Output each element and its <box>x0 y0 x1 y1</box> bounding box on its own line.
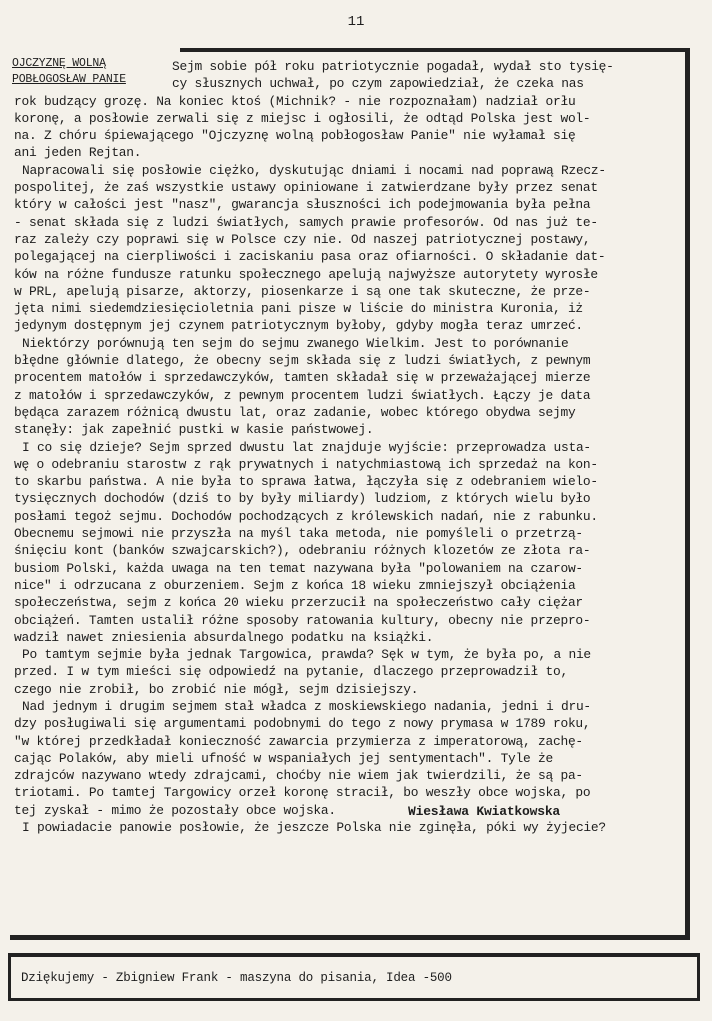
text-line: na. Z chóru śpiewającego "Ojczyznę wolną pobłogosław Panie" nie wyłamał się <box>14 128 576 144</box>
text-line: stanęły: jak zapełnić pustki w kasie państwowej. <box>14 422 374 438</box>
text-line: Po tamtym sejmie była jednak Targowica, prawda? Sęk w tym, że była po, a nie <box>22 647 591 663</box>
text-line: zdrajców nazywano wtedy zdrajcami, choćby nie wiem jak twierdzili, że są pa- <box>14 768 583 784</box>
text-line: - senat składa się z ludzi światłych, samych prawie profesorów. Od nas już te- <box>14 214 598 230</box>
text-line: będąca zarazem różnicą dwustu lat, oraz zadanie, wobec którego obydwa sejmy <box>14 404 576 420</box>
text-line: Obecnemu sejmowi nie przyszła na myśl taka metoda, nie pomyśleli o przetrzą- <box>14 526 583 542</box>
text-line: triotami. Po tamtej Targowicy orzeł koronę stracił, bo weszły obce wojska, po <box>14 785 591 801</box>
page-number: 11 <box>347 14 365 30</box>
text-line: Nad jednym i drugim sejmem stał władca z moskiewskiego nadania, jedni i dru- <box>22 698 591 714</box>
text-line: jedynym dostępnym jej czynem patriotycznym byłoby, gdyby mogła teraz umrzeć. <box>14 318 583 334</box>
paragraph <box>14 646 684 698</box>
text-line: raz zależy czy poprawi się w Polsce czy nie. Od naszej patriotycznej postawy, <box>14 231 591 247</box>
heading-line-2: POBŁOGOSŁAW PANIE <box>12 73 126 86</box>
text-line: cy słusznych uchwał, po czym zapowiedział, że czeka nas <box>172 76 584 92</box>
paragraph <box>14 819 684 836</box>
text-line: I co się dzieje? Sejm sprzed dwustu lat znajduje wyjście: przeprowadza usta- <box>22 439 591 455</box>
text-line: Sejm sobie pół roku patriotycznie pogadał, wydał sto tysię- <box>172 59 614 74</box>
text-line: procentem matołów i sprzedawczyków, tamten składał się w przeważającej mierze <box>14 370 591 386</box>
text-line: obciążeń. Tamten ustalił różne sposoby ratowania kultury, obecny nie przepro- <box>14 612 591 628</box>
text-line: wadził nawet zniesienia absurdalnego podatku na książki. <box>14 629 434 645</box>
text-line: rok budzący grozę. Na koniec ktoś (Michnik? - nie rozpoznałam) nadział orłu <box>14 93 576 109</box>
text-line: "w której przedkładał konieczność zawarcia przymierza z imperatorową, zachę- <box>14 733 583 749</box>
paragraph <box>14 58 684 162</box>
text-line: I powiadacie panowie posłowie, że jeszcze Polska nie zginęła, póki wy żyjecie? <box>22 820 606 836</box>
paragraph <box>14 698 684 819</box>
paragraph <box>14 439 684 647</box>
paragraph <box>14 162 684 335</box>
text-line: to skarbu państwa. A nie była to sprawa łatwa, łączyła się z odebraniem wielo- <box>14 474 598 490</box>
text-line: czego nie zrobił, bo zrobić nie mógł, sejm dzisiejszy. <box>14 681 419 697</box>
text-line: cając Polaków, aby mieli ufność w wspaniałych jej sentymentach". Tyle że <box>14 750 553 766</box>
text-line: polegającej na cierpliwości i zaciskaniu pasa oraz ofiarności. O składanie dat- <box>14 249 606 265</box>
text-line: który w całości jest "nasz", gwarancja słuszności ich podejmowania była pełna <box>14 197 591 213</box>
text-line: Niektórzy porównują ten sejm do sejmu zwanego Wielkim. Jest to porównanie <box>22 335 569 351</box>
text-line: społeczeństwa, sejm z końca 20 wieku przerzucił na społeczeństwo cały ciężar <box>14 595 583 611</box>
text-line: tej zyskał - mimo że pozostały obce wojska. <box>14 802 336 818</box>
text-line: posłami tegoż sejmu. Dochodów pochodzących z królewskich nadań, nie z rabunku. <box>14 508 598 524</box>
footer-box <box>8 953 700 1001</box>
text-line: ków na różne fundusze ratunku społecznego apelują najwyższe autorytety wyrosłe <box>14 266 598 282</box>
frame-notch <box>10 48 180 52</box>
text-line: w PRL, apelują pisarze, aktorzy, piosenkarze i są one tak skuteczne, że prze- <box>14 283 591 299</box>
text-line: koronę, a posłowie zerwali się z miejsc i ogłosili, że odtąd Polska jest wol- <box>14 110 591 126</box>
text-line: śnięciu kont (banków szwajcarskich?), odebraniu różnych klozetów ze złota ra- <box>14 543 591 559</box>
text-line: pospolitej, że zaś wszystkie ustawy opiniowane i zatwierdzane były przez senat <box>14 180 598 196</box>
text-line: wę o odebraniu starostw z rąk prywatnych i natychmiastową ich sprzedaż na kon- <box>14 456 598 472</box>
text-line: jęta nimi siedemdziesięcioletnia pani pisze w liście do ministra Kuronia, iż <box>14 301 583 317</box>
article-text <box>14 58 684 836</box>
text-line: błędne głównie dlatego, że obecny sejm składa się z ludzi światłych, z pewnym <box>14 353 591 369</box>
text-line: tysięcznych dochodów (dziś to by były miliardy) ludziom, z których wielu było <box>14 491 591 507</box>
paragraph <box>14 335 684 439</box>
signature: Wiesława Kwiatkowska <box>408 804 561 819</box>
text-line: nice" i odrzucana z oburzeniem. Sejm z końca 18 wieku zmniejszył obciążenia <box>14 577 576 593</box>
heading-line-1: OJCZYZNĘ WOLNĄ <box>12 57 106 70</box>
footer-credit: Dziękujemy - Zbigniew Frank - maszyna do pisania, Idea -500 <box>21 970 452 985</box>
text-line: przed. I w tym mieści się odpowiedź na pytanie, dlaczego przeprowadził to, <box>14 664 568 680</box>
text-line: busiom Polski, każda uwaga na ten temat nazywana była "polowaniem na czarow- <box>14 560 583 576</box>
text-line: Napracowali się posłowie ciężko, dyskutując dniami i nocami nad poprawą Rzecz- <box>22 162 606 178</box>
text-line: ani jeden Rejtan. <box>14 145 142 161</box>
text-line: z matołów i sprzedawczyków, z pewnym procentem ludzi światłych. Łączy je data <box>14 387 591 403</box>
text-line: dzy posługiwali się argumentami podobnymi do tego z nowy prymasa w 1789 roku, <box>14 716 591 732</box>
